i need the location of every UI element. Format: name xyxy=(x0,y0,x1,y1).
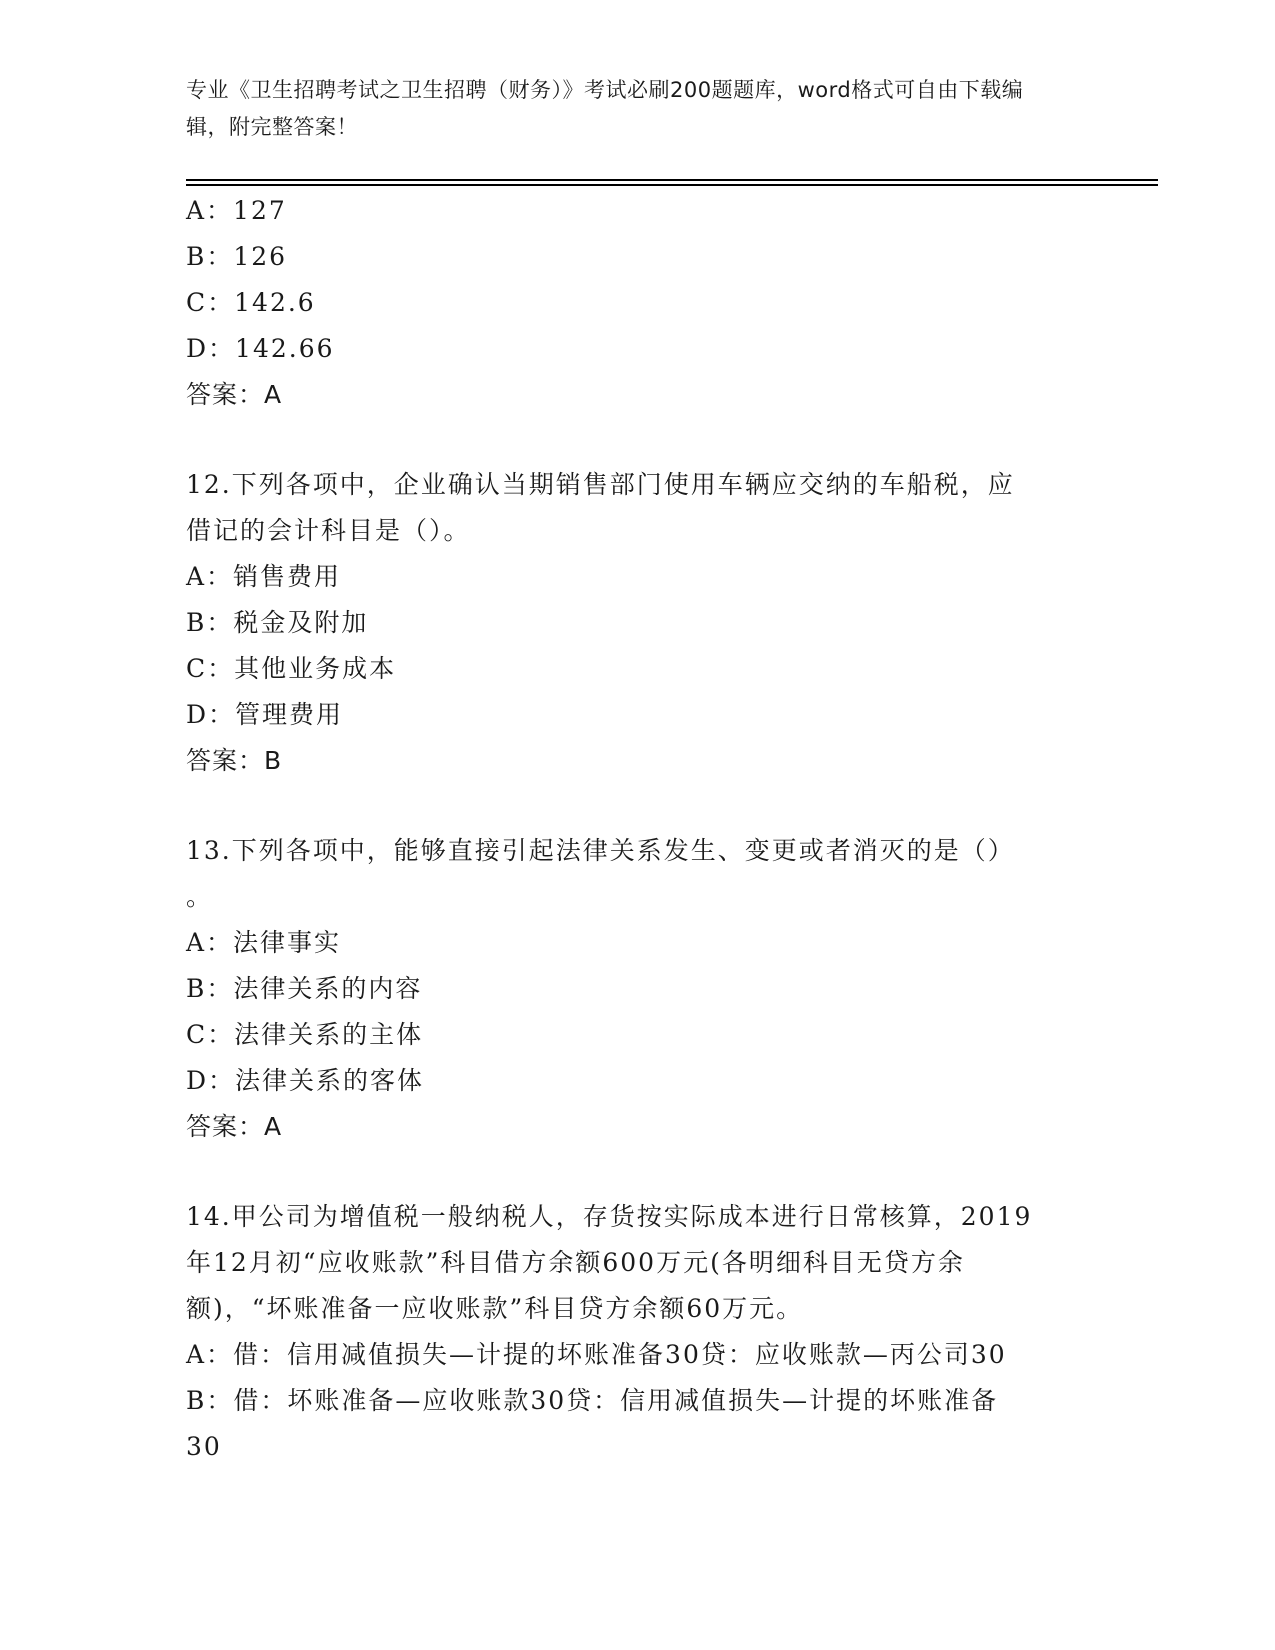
option-a: A：借：信用减值损失—计提的坏账准备30贷：应收账款—丙公司30 xyxy=(186,1340,1007,1369)
question-11 xyxy=(186,188,1086,418)
question-text-line: 借记的会计科目是（）。 xyxy=(186,516,471,545)
document-header xyxy=(186,72,1066,146)
option-d: D：管理费用 xyxy=(186,700,344,729)
question-13 xyxy=(186,828,1086,1150)
question-text-line: 14.甲公司为增值税一般纳税人，存货按实际成本进行日常核算，2019 xyxy=(186,1202,1033,1231)
option-c: C：法律关系的主体 xyxy=(186,1020,424,1049)
question-14 xyxy=(186,1194,1086,1470)
header-title: 专业《卫生招聘考试之卫生招聘（财务）》考试必刷200题题库，word格式可自由下载编辑，附完整答案！ xyxy=(186,78,1024,139)
option-a: A：法律事实 xyxy=(186,928,342,957)
document-body xyxy=(186,188,1086,1470)
question-text-line: 额)，“坏账准备一应收账款”科目贷方余额60万元。 xyxy=(186,1294,804,1323)
answer: 答案：B xyxy=(186,746,283,775)
option-b-continuation: 30 xyxy=(186,1432,222,1461)
option-d: D：142.66 xyxy=(186,334,335,363)
answer: 答案：A xyxy=(186,380,283,409)
question-text-line: 13.下列各项中，能够直接引起法律关系发生、变更或者消灭的是（） xyxy=(186,836,1015,865)
header-divider-top xyxy=(186,179,1158,181)
question-12 xyxy=(186,462,1086,784)
header-divider-bottom xyxy=(186,184,1158,186)
option-d: D：法律关系的客体 xyxy=(186,1066,425,1095)
question-text-line: 。 xyxy=(186,882,214,911)
question-text-line: 年12月初“应收账款”科目借方余额600万元(各明细科目无贷方余 xyxy=(186,1248,965,1277)
question-text-line: 12.下列各项中，企业确认当期销售部门使用车辆应交纳的车船税，应 xyxy=(186,470,1015,499)
option-b: B：税金及附加 xyxy=(186,608,369,637)
answer: 答案：A xyxy=(186,1112,283,1141)
option-b: B：126 xyxy=(186,242,288,271)
option-a: A：127 xyxy=(186,196,287,225)
option-c: C：其他业务成本 xyxy=(186,654,397,683)
option-b: B：借：坏账准备—应收账款30贷：信用减值损失—计提的坏账准备 xyxy=(186,1386,999,1415)
option-a: A：销售费用 xyxy=(186,562,342,591)
option-c: C：142.6 xyxy=(186,288,316,317)
option-b: B：法律关系的内容 xyxy=(186,974,423,1003)
